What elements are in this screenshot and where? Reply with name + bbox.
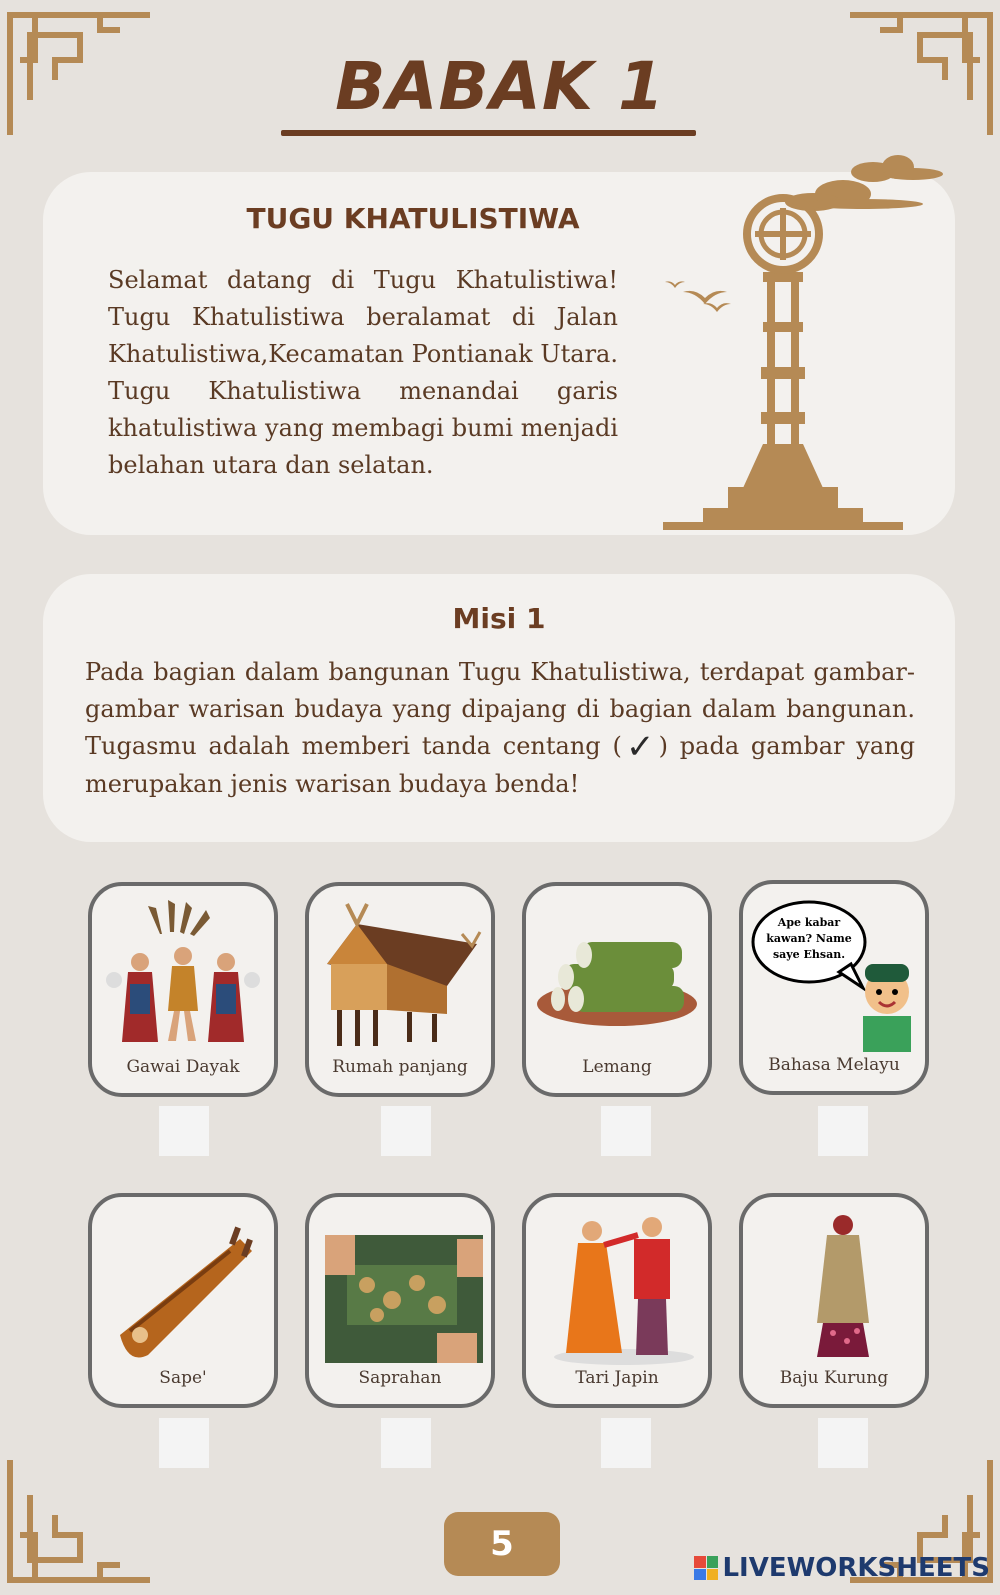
liveworksheets-logo-icon [694,1556,718,1580]
page-title: BABAK 1 [335,48,665,125]
brand-text: LIVEWORKSHEETS [722,1553,990,1583]
corner-ornament-bottom-left [0,1455,160,1595]
speech-text: Ape kabar kawan? Name saye Ehsan. [766,916,852,961]
check-box-baju-kurung[interactable] [818,1418,868,1468]
item-label: Gawai Dayak [126,1057,240,1077]
intro-card [43,172,955,535]
lemang-icon [534,894,700,1054]
item-card-rumah-panjang [305,882,495,1097]
item-label: Tari Japin [575,1368,659,1388]
check-box-saprahan[interactable] [381,1418,431,1468]
check-box-lemang[interactable] [601,1106,651,1156]
item-card-lemang [522,882,712,1097]
item-card-gawai-dayak [88,882,278,1097]
intro-text: Selamat datang di Tugu Khatulistiwa! Tugu Khatulistiwa beralamat di Jalan Khatulistiwa,Kecamatan Pontianak Utara. Tugu Khatulistiwa menandai garis khatulistiwa yang membagi bumi menjadi belahan utara dan selatan. [108,266,618,479]
check-box-bahasa-melayu[interactable] [818,1106,868,1156]
check-box-rumah-panjang[interactable] [381,1106,431,1156]
longhouse-icon [317,894,483,1054]
page-number: 5 [444,1512,560,1576]
woman-dress-icon [751,1205,917,1365]
dance-couple-icon [534,1205,700,1365]
title-underline [281,130,696,136]
mission-text-end: ) pada gambar yang merupakan jenis warisan budaya benda! [85,732,915,798]
check-box-gawai-dayak[interactable] [159,1106,209,1156]
dancers-icon [100,894,266,1054]
item-label: Bahasa Melayu [768,1055,900,1075]
intro-heading: TUGU KHATULISTIWA [246,202,580,235]
item-label: Saprahan [358,1368,442,1388]
item-card-tari-japin [522,1193,712,1408]
item-card-baju-kurung [739,1193,929,1408]
sape-instrument-icon [100,1205,266,1365]
brand-watermark [694,1553,990,1583]
ornament-icon [0,1455,160,1595]
mission-heading: Misi 1 [452,602,546,635]
mission-card [43,574,955,842]
item-label: Lemang [582,1057,652,1077]
item-card-saprahan [305,1193,495,1408]
speaking-boy-icon [751,892,917,1052]
item-card-bahasa-melayu [739,880,929,1095]
item-card-sape [88,1193,278,1408]
check-box-sape[interactable] [159,1418,209,1468]
item-label: Baju Kurung [779,1368,889,1388]
check-box-tari-japin[interactable] [601,1418,651,1468]
shared-meal-icon [317,1205,483,1365]
checkmark-icon: ✓ [621,727,659,767]
mission-text-start: Pada bagian dalam bangunan Tugu Khatulistiwa, terdapat gambar-gambar warisan budaya yang dipajang di bagian dalam bangunan. Tugasmu adalah memberi tanda centang ( [85,658,915,760]
equator-monument-icon [663,152,953,532]
mission-text [85,654,915,803]
item-label: Sape' [159,1368,207,1388]
item-label: Rumah panjang [332,1057,468,1077]
